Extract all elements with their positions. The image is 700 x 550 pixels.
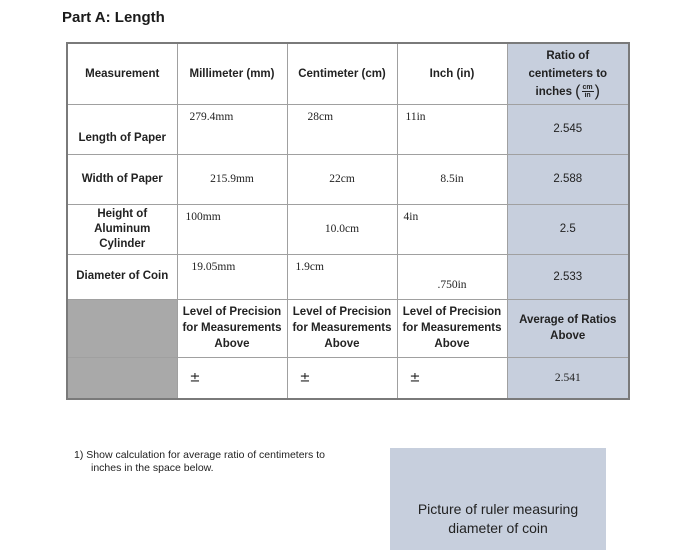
plus-minus-symbol: ± xyxy=(189,370,201,386)
cell-mm-value: 19.05mm xyxy=(191,260,236,273)
cell-in xyxy=(397,104,507,154)
precision-line3: Above xyxy=(324,338,360,350)
precision-line3: Above xyxy=(434,338,470,350)
precision-mm-input[interactable] xyxy=(177,357,287,399)
cell-ratio: 2.545 xyxy=(507,104,629,154)
cell-mm-value: 279.4mm xyxy=(189,110,234,123)
table-row xyxy=(67,104,629,154)
gray-cell xyxy=(67,357,177,399)
cell-cm-value: 1.9cm xyxy=(295,260,324,273)
cell-cm-value: 28cm xyxy=(307,110,334,123)
row-label-diameter: Diameter of Coin xyxy=(67,254,177,299)
precision-line1: Level of Precision xyxy=(182,306,282,318)
cell-in xyxy=(397,254,507,299)
precision-row xyxy=(67,299,629,357)
cell-ratio: 2.5 xyxy=(507,204,629,254)
table-row xyxy=(67,254,629,299)
picture-caption-line1: Picture of ruler measuring xyxy=(417,501,579,517)
header-millimeter: Millimeter (mm) xyxy=(177,43,287,104)
header-row xyxy=(67,43,629,104)
open-paren: ( xyxy=(575,82,581,100)
precision-line3: Above xyxy=(214,338,250,350)
fraction-denominator: in xyxy=(584,92,591,100)
cell-mm xyxy=(177,104,287,154)
calculation-question xyxy=(74,449,374,475)
header-measurement: Measurement xyxy=(67,43,177,104)
cell-cm: 22cm xyxy=(287,154,397,204)
row-label-text: Length of Paper xyxy=(78,131,167,144)
header-ratio-line3 xyxy=(508,83,629,101)
row-label-height xyxy=(67,204,177,254)
cell-mm: 215.9mm xyxy=(177,154,287,204)
length-table xyxy=(66,42,630,400)
header-ratio xyxy=(507,43,629,104)
cell-mm xyxy=(177,254,287,299)
precision-line2: for Measurements xyxy=(182,322,282,334)
plus-minus-symbol: ± xyxy=(299,370,311,386)
gray-cell xyxy=(67,299,177,357)
question-line1 xyxy=(74,449,374,462)
precision-cm-input[interactable] xyxy=(287,357,397,399)
cell-in xyxy=(397,204,507,254)
table-row xyxy=(67,154,629,204)
picture-placeholder[interactable] xyxy=(390,448,606,550)
fraction-numerator: cm xyxy=(582,84,593,92)
header-ratio-line1: Ratio of xyxy=(546,49,590,62)
picture-caption-line2: diameter of coin xyxy=(448,520,548,536)
cell-in-value: .750in xyxy=(437,278,467,291)
section-title: Part A: Length xyxy=(62,9,165,26)
question-text-line2: inches in the space below. xyxy=(91,462,214,474)
plus-minus-row xyxy=(67,357,629,399)
cell-ratio: 2.533 xyxy=(507,254,629,299)
precision-cm xyxy=(287,299,397,357)
question-text-line1: Show calculation for average ratio of centimeters to xyxy=(86,449,325,461)
plus-minus-symbol: ± xyxy=(409,370,421,386)
header-inch: Inch (in) xyxy=(397,43,507,104)
header-ratio-inches: inches xyxy=(535,85,572,98)
row-label-line3: Cylinder xyxy=(99,237,146,250)
precision-line2: for Measurements xyxy=(402,322,502,334)
picture-caption xyxy=(390,500,606,538)
question-number: 1) xyxy=(74,449,84,461)
cell-cm: 10.0cm xyxy=(287,204,397,254)
cell-in-value: 4in xyxy=(403,210,419,223)
cell-cm xyxy=(287,104,397,154)
header-centimeter: Centimeter (cm) xyxy=(287,43,397,104)
average-header xyxy=(507,299,629,357)
cell-ratio: 2.588 xyxy=(507,154,629,204)
header-ratio-line2: centimeters to xyxy=(528,67,608,80)
cell-mm-value: 100mm xyxy=(185,210,221,223)
precision-mm xyxy=(177,299,287,357)
cell-mm xyxy=(177,204,287,254)
row-label-length xyxy=(67,104,177,154)
precision-in xyxy=(397,299,507,357)
precision-line1: Level of Precision xyxy=(402,306,502,318)
row-label-line2: Aluminum xyxy=(94,222,151,235)
precision-in-input[interactable] xyxy=(397,357,507,399)
row-label-width: Width of Paper xyxy=(67,154,177,204)
cell-in-value: 11in xyxy=(405,110,426,123)
page-margin xyxy=(0,0,56,550)
average-line1: Average of Ratios xyxy=(519,314,617,326)
precision-line2: for Measurements xyxy=(292,322,392,334)
cm-per-in-fraction xyxy=(582,84,594,99)
average-value: 2.541 xyxy=(507,357,629,399)
table-row xyxy=(67,204,629,254)
average-line2: Above xyxy=(550,330,586,342)
cell-in: 8.5in xyxy=(397,154,507,204)
close-paren: ) xyxy=(594,82,600,100)
precision-line1: Level of Precision xyxy=(292,306,392,318)
cell-cm xyxy=(287,254,397,299)
row-label-line1: Height of xyxy=(97,207,148,220)
